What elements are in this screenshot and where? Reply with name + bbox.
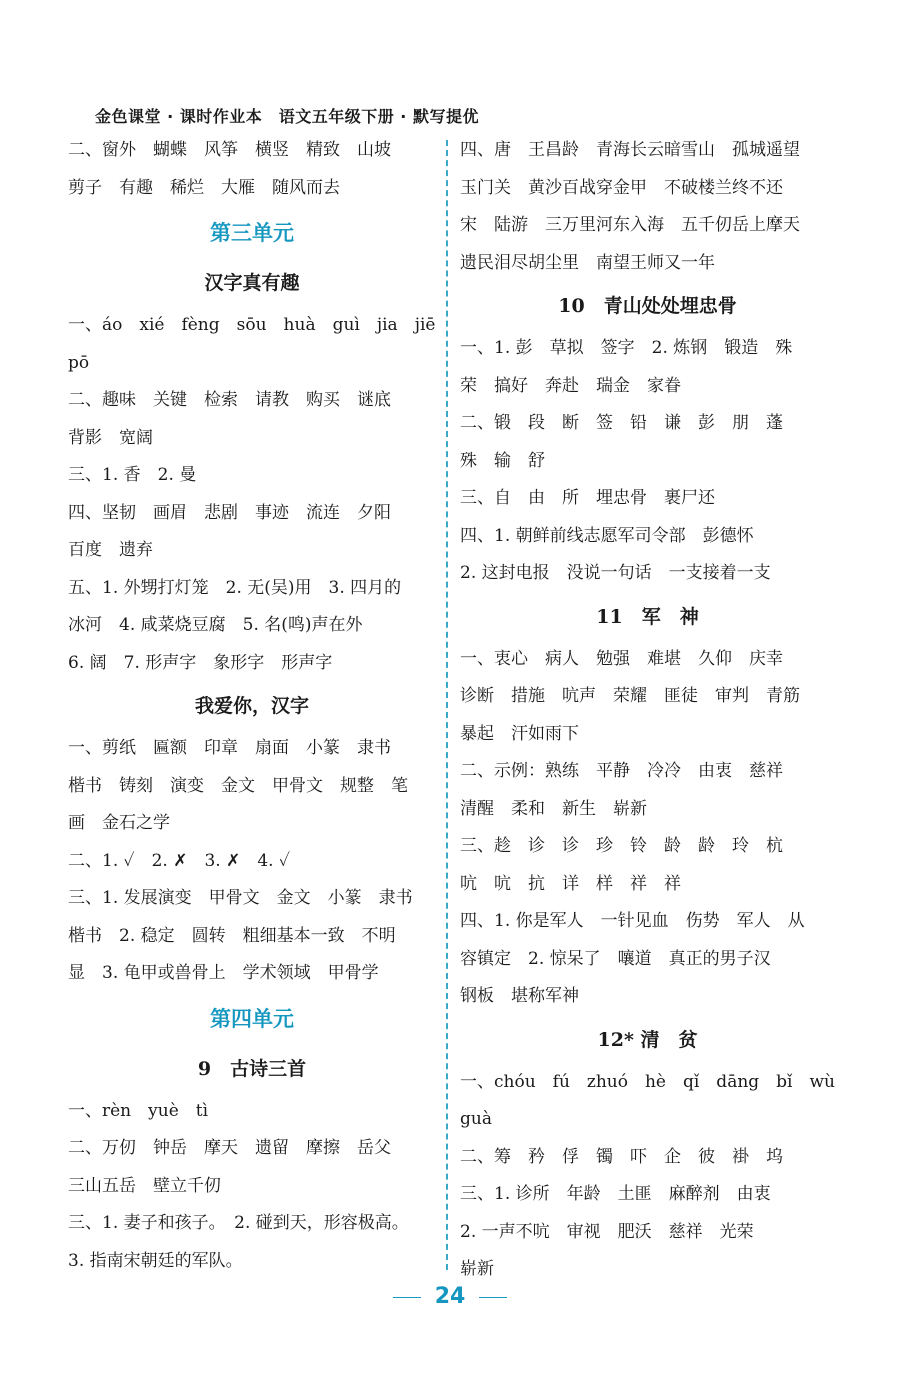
page-number-dash-right xyxy=(479,1297,507,1298)
answer-line: 背影 宽阔 xyxy=(68,427,153,448)
unit-title: 第四单元 xyxy=(210,1005,294,1031)
right-column xyxy=(460,132,835,1289)
answer-line: 三、自 由 所 埋忠骨 裹尸还 xyxy=(460,488,715,508)
answer-line: 玉门关 黄沙百战穿金甲 不破楼兰终不还 xyxy=(460,177,783,198)
answer-line: 二、窗外 蝴蝶 风筝 横竖 精致 山坡 xyxy=(68,140,391,160)
section-title: 我爱你，汉字 xyxy=(194,695,309,717)
answer-line: 画 金石之学 xyxy=(68,813,170,833)
answer-line: 冰河 4. 咸菜烧豆腐 5. 名(鸣)声在外 xyxy=(68,615,363,635)
answer-line: 楷书 铸刻 演变 金文 甲骨文 规整 笔 xyxy=(68,775,408,796)
answer-line: 二、趣味 关键 检索 请教 购买 谜底 xyxy=(68,390,391,410)
answer-line: 宋 陆游 三万里河东入海 五千仞岳上摩天 xyxy=(460,215,800,235)
answer-line: 一、衷心 病人 勉强 难堪 久仰 庆幸 xyxy=(460,648,783,669)
answer-line: 二、示例：熟练 平静 冷冷 由衷 慈祥 xyxy=(460,761,783,781)
answer-line: 一、剪纸 匾额 印章 扇面 小篆 隶书 xyxy=(68,738,391,758)
answer-line: 容镇定 2. 惊呆了 嚷道 真正的男子汉 xyxy=(460,948,771,969)
answer-line: 2. 一声不吭 审视 肥沃 慈祥 光荣 xyxy=(460,1221,754,1242)
section-title: 9 古诗三首 xyxy=(197,1057,307,1080)
answer-line: 二、筹 矜 俘 镯 吓 企 彼 褂 坞 xyxy=(460,1146,783,1167)
answer-line: 遗民泪尽胡尘里 南望王师又一年 xyxy=(460,252,715,273)
answer-line: 显 3. 龟甲或兽骨上 学术领域 甲骨学 xyxy=(68,963,379,983)
column-divider xyxy=(446,140,448,1270)
answer-line: 四、唐 王昌龄 青海长云暗雪山 孤城遥望 xyxy=(460,140,800,160)
page-number-bar xyxy=(0,1284,900,1309)
answer-line: 三、趁 诊 诊 珍 铃 龄 龄 玲 杭 xyxy=(460,836,783,856)
answer-line: 2. 这封电报 没说一句话 一支接着一支 xyxy=(460,563,771,583)
answer-line: 一、áo xié fèng sōu huà guì jia jiē xyxy=(68,315,436,335)
answer-line: 钢板 堪称军神 xyxy=(460,986,579,1006)
answer-line: 暴起 汗如雨下 xyxy=(460,723,579,744)
answer-line: 崭新 xyxy=(460,1259,494,1279)
answer-line: 二、1. ✓ 2. ✗ 3. ✗ 4. ✓ xyxy=(68,850,290,871)
answer-line: 百度 遗弃 xyxy=(68,540,153,560)
section-title: 12* 清 贫 xyxy=(597,1028,698,1051)
answer-line: 二、万仞 钟岳 摩天 遗留 摩擦 岳父 xyxy=(68,1138,391,1158)
answer-line: 四、坚韧 画眉 悲剧 事迹 流连 夕阳 xyxy=(68,502,391,523)
answer-line: 三、1. 诊所 年龄 土匪 麻醉剂 由衷 xyxy=(460,1184,771,1204)
answer-line: 一、1. 彭 草拟 签字 2. 炼钢 锻造 殊 xyxy=(460,338,793,358)
answer-line: 四、1. 你是军人 一针见血 伤势 军人 从 xyxy=(460,911,805,931)
answer-line: 一、chóu fú zhuó hè qǐ dāng bǐ wù xyxy=(460,1071,835,1092)
answer-line: 三、1. 发展演变 甲骨文 金文 小篆 隶书 xyxy=(68,888,413,908)
answer-line: 四、1. 朝鲜前线志愿军司令部 彭德怀 xyxy=(460,525,754,546)
section-title: 11 军 神 xyxy=(596,605,699,628)
answer-line: 3. 指南宋朝廷的军队。 xyxy=(68,1250,243,1271)
answer-line: 三、1. 妻子和孩子。 2. 碰到天，形容极高。 xyxy=(68,1213,409,1233)
answer-line: 二、锻 段 断 签 铅 谦 彭 朋 蓬 xyxy=(460,413,783,433)
answer-line: 荣 搞好 奔赴 瑞金 家眷 xyxy=(460,375,681,396)
answer-line: 剪子 有趣 稀烂 大雁 随风而去 xyxy=(68,177,340,198)
answer-line: 清醒 柔和 新生 崭新 xyxy=(460,798,647,819)
answer-line: 五、1. 外甥打灯笼 2. 无(吴)用 3. 四月的 xyxy=(68,577,402,598)
left-column xyxy=(68,132,436,1280)
page-header: 金色课堂 · 课时作业本 语文五年级下册 · 默写提优 xyxy=(95,107,479,126)
section-title: 10 青山处处埋忠骨 xyxy=(558,295,737,317)
section-title: 汉字真有趣 xyxy=(204,272,300,294)
page-number: 24 xyxy=(434,1284,466,1309)
answer-line: 一、rèn yuè tì xyxy=(68,1100,209,1121)
answer-line: 三山五岳 壁立千仞 xyxy=(68,1175,221,1196)
answer-line: pō xyxy=(68,352,90,373)
answer-line: 吭 吭 抗 详 样 祥 祥 xyxy=(460,873,681,894)
unit-title: 第三单元 xyxy=(210,220,294,245)
page-number-dash-left xyxy=(393,1297,421,1298)
answer-line: 楷书 2. 稳定 圆转 粗细基本一致 不明 xyxy=(68,925,396,946)
answer-line: 殊 输 舒 xyxy=(460,450,545,471)
answer-line: 三、1. 香 2. 曼 xyxy=(68,465,197,485)
answer-line: 6. 阔 7. 形声字 象形字 形声字 xyxy=(68,652,333,673)
answer-line: 诊断 措施 吭声 荣耀 匪徒 审判 青筋 xyxy=(460,686,800,706)
answer-line: guà xyxy=(460,1109,492,1129)
